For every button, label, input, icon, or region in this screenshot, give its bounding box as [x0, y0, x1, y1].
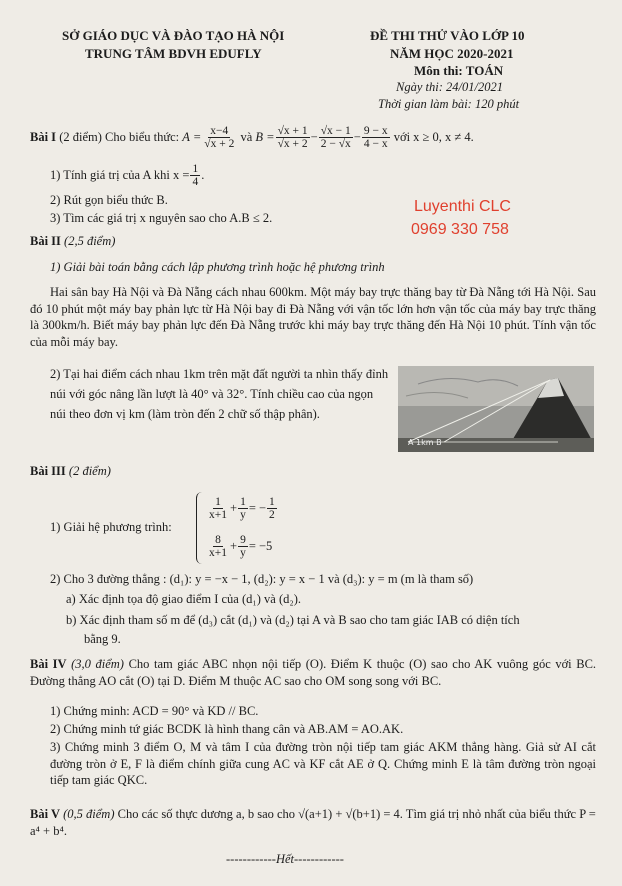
bai4-intro-text: Cho tam giác ABC nhọn nội tiếp (O). Điểm K thuộc (O) sao cho AK vuông góc với BC. Đường thẳng AO cắt (O) tại D. Điểm M thuộc AC sao cho OM song song với BC. — [30, 657, 597, 688]
bai1-intro: Cho biểu thức: — [105, 129, 180, 144]
bai4-points: (3,0 điểm) — [71, 657, 124, 671]
eq2-plus: + — [230, 538, 238, 553]
equation-2 — [206, 530, 272, 562]
q1-den: 4 — [192, 175, 199, 188]
bai1-statement: Bài I (2 điểm) Cho biểu thức: A = $\frac{x-4}{√x + 2}$ và B = $\frac{√x + 1}{√x + 2}$ − $\frac{√x - 1}{2 - √x}$ − $\frac{9 - x}{4 - x}$ với x ≥ 0, x ≠ 4. — [30, 124, 474, 150]
bai2-q2-text: 2) Tại hai điểm cách nhau 1km trên mặt đất người ta nhìn thấy đỉnh núi với góc nâng lần lượt là 40° và 32°. Tính chiều cao của ngọn núi theo đơn vị km (làm tròn đến 2 chữ số thập phân). — [50, 367, 389, 421]
subject: Môn thi: TOÁN — [414, 63, 504, 78]
eq2-rhs: = −5 — [248, 538, 273, 553]
expr-b-f3-den: 4 − x — [363, 137, 388, 150]
equation-1 — [206, 492, 278, 524]
bai3-q2: 2) Cho 3 đường thẳng : (d₁): y = −x − 1, (d₂): y = x − 1 và (d₃): y = m (m là tham số) — [50, 572, 474, 586]
bai1-q1-end: . — [201, 167, 205, 182]
expr-b-fraction-1 — [276, 125, 310, 150]
eq2-frac-2 — [238, 534, 248, 559]
bai1-q1-fraction — [190, 163, 200, 188]
expr-a-lhs: A = — [182, 129, 202, 144]
eq1-f1-num: 1 — [215, 495, 221, 508]
expr-b-f2-num: √x − 1 — [320, 124, 351, 137]
bai3-points: (2 điểm) — [68, 464, 111, 478]
mountain-figure — [398, 366, 594, 452]
eq2-frac-1 — [207, 534, 229, 559]
bai1-q3: 3) Tìm các giá trị x nguyên sao cho A.B ≤ 2. — [50, 211, 273, 225]
expr-a-num: x−4 — [210, 124, 229, 137]
end-marker: ------------Hết------------ — [226, 852, 344, 866]
eq2-f1-den: x+1 — [209, 546, 227, 559]
expr-b-lhs: B = — [255, 129, 275, 144]
and-text: và — [240, 129, 253, 144]
bai1-q1-text: 1) Tính giá trị của A khi x = — [50, 167, 190, 182]
bai3-q2b-line1: b) Xác định tham số m để (d₃) cắt (d₁) và (d₂) tại A và B sao cho tam giác IAB có diện tích — [66, 613, 520, 627]
eq1-equals: = − — [248, 500, 267, 515]
eq2-f1-num: 8 — [215, 533, 221, 546]
bai4-q2: 2) Chứng minh tứ giác BCDK là hình thang cân và AB.AM = AO.AK. — [50, 722, 404, 736]
bai2-points: (2,5 điểm) — [64, 234, 116, 248]
exam-duration: Thời gian làm bài: 120 phút — [378, 97, 520, 111]
eq1-plus: + — [230, 500, 238, 515]
expr-b-fraction-2 — [319, 125, 353, 150]
bai3-q1-label: 1) Giải hệ phương trình: — [50, 520, 172, 534]
bai2-q1-text: Hai sân bay Hà Nội và Đà Nẵng cách nhau 600km. Một máy bay trực thăng bay từ Đà Nẵng tới Hà Nội. Sau đó 10 phút một máy bay phản lực từ Hà Nội bay đi Đà Nẵng với vận tốc lớn hơn vận tốc của máy bay trực thăng là 300km/h. Biết máy bay phản lực đến Đà Nẵng trước khi máy bay trực thăng đến Hà Nội 10 phút. Tính vận tốc của mỗi máy bay. — [30, 285, 596, 349]
bai5-body: Cho các số thực dương a, b sao cho √(a+1) + √(b+1) = 4. Tìm giá trị nhỏ nhất của biểu thức P = a⁴ + b⁴. — [30, 807, 596, 838]
bai4-q3: 3) Chứng minh 3 điểm O, M và tâm I của đường tròn nội tiếp tam giác AKM thẳng hàng. Giả sử AI cắt đường tròn ở E, F là điểm chính giữa cung AC và KF cắt AE ở Q. Chứng minh E là tâm đường tròn ngoại tiếp tam giác QKC. — [50, 740, 596, 787]
bai3-heading — [30, 464, 111, 479]
q1-num: 1 — [192, 162, 199, 175]
expr-b-f3-num: 9 − x — [363, 124, 388, 137]
eq1-frac-2 — [238, 496, 248, 521]
eq1-f2-num: 1 — [240, 495, 246, 508]
bai3-q2b-line2: bằng 9. — [84, 632, 121, 646]
watermark-phone: 0969 330 758 — [411, 221, 509, 238]
eq2-f2-num: 9 — [240, 533, 246, 546]
bai4-title: Bài IV — [30, 657, 67, 671]
bai1-points: (2 điểm) — [59, 129, 102, 144]
figure-label: A 1km B — [408, 438, 442, 447]
eq1-f1-den: x+1 — [209, 508, 227, 521]
eq1-frac-1 — [207, 496, 229, 521]
expr-b-fraction-3 — [362, 125, 390, 150]
eq1-f3-den: 2 — [269, 508, 275, 521]
bai5-points: (0,5 điểm) — [63, 807, 115, 821]
eq1-frac-3 — [267, 496, 277, 521]
center-name: TRUNG TÂM BDVH EDUFLY — [85, 46, 262, 61]
exam-title: ĐỀ THI THỬ VÀO LỚP 10 — [370, 28, 525, 43]
eq1-f3-num: 1 — [269, 495, 275, 508]
expr-a-den: √x + 2 — [204, 137, 235, 150]
bai2-q1-title: 1) Giải bài toán bằng cách lập phương trình hoặc hệ phương trình — [50, 260, 385, 274]
department-name: SỞ GIÁO DỤC VÀ ĐÀO TẠO HÀ NỘI — [62, 28, 285, 43]
expr-b-f1-den: √x + 2 — [277, 137, 308, 150]
expr-b-f2-den: 2 − √x — [320, 137, 351, 150]
bai5-title: Bài V — [30, 807, 60, 821]
eq2-f2-den: y — [240, 546, 246, 559]
bai3-q2a: a) Xác định tọa độ giao điểm I của (d₁) và (d₂). — [66, 592, 302, 606]
eq1-f2-den: y — [240, 508, 246, 521]
bai3-title: Bài III — [30, 464, 66, 478]
school-year: NĂM HỌC 2020-2021 — [390, 46, 514, 61]
bai2-heading — [30, 234, 115, 249]
bai2-title: Bài II — [30, 234, 61, 248]
bai1-q2: 2) Rút gọn biểu thức B. — [50, 193, 168, 207]
expr-a-fraction — [202, 125, 236, 150]
exam-date: Ngày thi: 24/01/2021 — [396, 80, 503, 94]
expr-b-f1-num: √x + 1 — [277, 124, 308, 137]
bai1-title: Bài I — [30, 129, 57, 144]
bai4-q1: 1) Chứng minh: ACD = 90° và KD // BC. — [50, 704, 259, 718]
bai5-text — [30, 806, 596, 839]
bai4-intro — [30, 656, 596, 689]
bai1-condition: với x ≥ 0, x ≠ 4. — [393, 129, 474, 144]
system-brace — [196, 492, 204, 564]
watermark-name: Luyenthi CLC — [414, 198, 511, 215]
bai1-q1 — [50, 160, 204, 190]
